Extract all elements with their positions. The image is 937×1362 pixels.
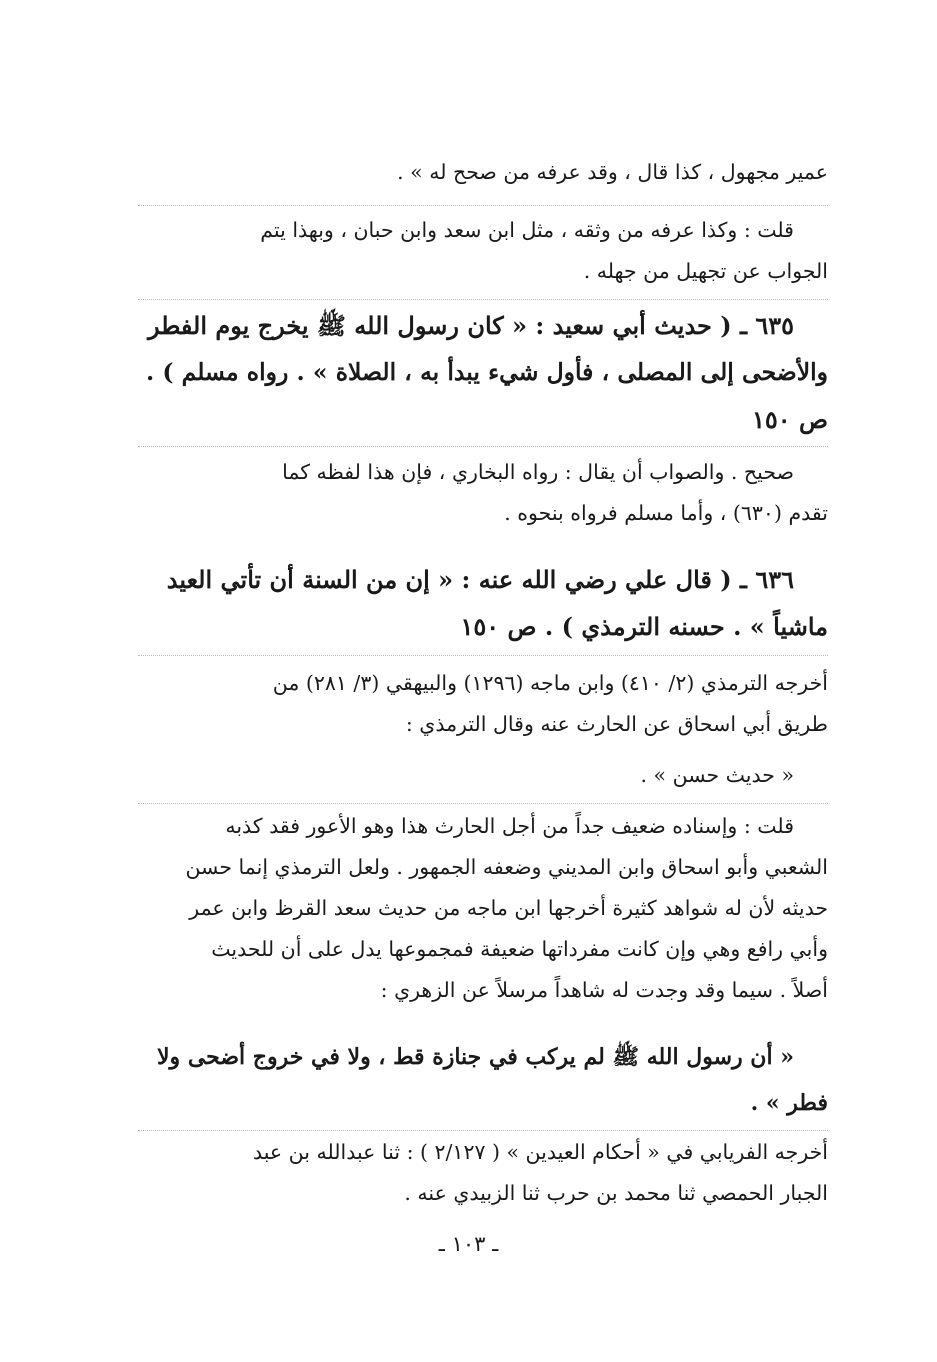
hadith-line: ٦٣٥ ـ ( حديث أبي سعيد : « كان رسول الله ﷺ يخرج يوم الفطر (147, 311, 794, 340)
text-line: وأبي رافع وهي وإن كانت مفرداتها ضعيفة فمجموعها يدل على أن للحديث (211, 937, 828, 961)
comment-paragraph (138, 806, 828, 1011)
takhrij-paragraph (138, 663, 828, 745)
separator (138, 299, 828, 300)
quote-line: فطر » . (750, 1090, 828, 1116)
text-line: طريق أبي اسحاق عن الحارث عنه وقال الترمذي : (405, 712, 828, 736)
separator (138, 803, 828, 804)
text-line: أخرجه الترمذي (٢/ ٤١٠) وابن ماجه (١٢٩٦) والبيهقي (٣/ ٢٨١) من (272, 671, 828, 695)
hadith-636-paragraph (138, 556, 828, 650)
hadith-line: والأضحى إلى المصلى ، فأول شيء يبدأ به ، الصلاة » . رواه مسلم ) . (145, 358, 828, 386)
separator (138, 655, 828, 656)
separator (138, 205, 828, 206)
separator (138, 446, 828, 447)
text-line: قلت : وإسناده ضعيف جداً من أجل الحارث هذا وهو الأعور فقد كذبه (225, 814, 794, 838)
text-line: صحيح . والصواب أن يقال : رواه البخاري ، فإن هذا لفظه كما (282, 460, 794, 484)
text-line: الشعبي وأبو اسحاق وابن المديني وضعفه الجمهور . ولعل الترمذي إنما حسن (185, 855, 828, 879)
text-line: أخرجه الفريابي في « أحكام العيدين » ( ٢/١٢٧ ) : ثنا عبدالله بن عبد (252, 1140, 828, 1164)
text-line: حديثه لأن له شواهد كثيرة أخرجها ابن ماجه من حديث سعد القرظ وابن عمر (189, 896, 828, 920)
text-line: قلت : وكذا عرفه من وثقه ، مثل ابن سعد وابن حبان ، وبهذا يتم (260, 218, 794, 242)
continuation-paragraph (138, 152, 828, 193)
text-line: أصلاً . سيما وقد وجدت له شاهداً مرسلاً عن الزهري : (380, 978, 828, 1002)
hadith-line: ماشياً » . حسنه الترمذي ) . ص ١٥٠ (460, 612, 828, 641)
text-line: الجواب عن تجهيل من جهله . (583, 259, 828, 283)
text-line: الجبار الحمصي ثنا محمد بن حرب ثنا الزبيدي عنه . (404, 1181, 828, 1205)
page-number: ـ ١٠٣ ـ (438, 1232, 499, 1256)
tirmidhi-quote (138, 755, 828, 796)
takhrij-paragraph (138, 1132, 828, 1214)
hadith-635-paragraph (138, 302, 828, 443)
ruling-paragraph (138, 452, 828, 534)
text-line: تقدم (٦٣٠) ، وأما مسلم فرواه بنحوه . (504, 501, 828, 525)
quote-line: « أن رسول الله ﷺ لم يركب في جنازة قط ، ولا في خروج أضحى ولا (156, 1044, 794, 1070)
comment-paragraph (138, 210, 828, 292)
text-line: « حديث حسن » . (640, 763, 794, 787)
text-line: عمير مجهول ، كذا قال ، وقد عرفه من صحح له » . (397, 160, 828, 184)
hadith-line: ٦٣٦ ـ ( قال علي رضي الله عنه : « إن من السنة أن تأتي العيد (166, 565, 794, 594)
page-reference: ص ١٥٠ (751, 405, 828, 434)
mursal-quote-paragraph (138, 1034, 828, 1126)
separator (138, 1130, 828, 1131)
